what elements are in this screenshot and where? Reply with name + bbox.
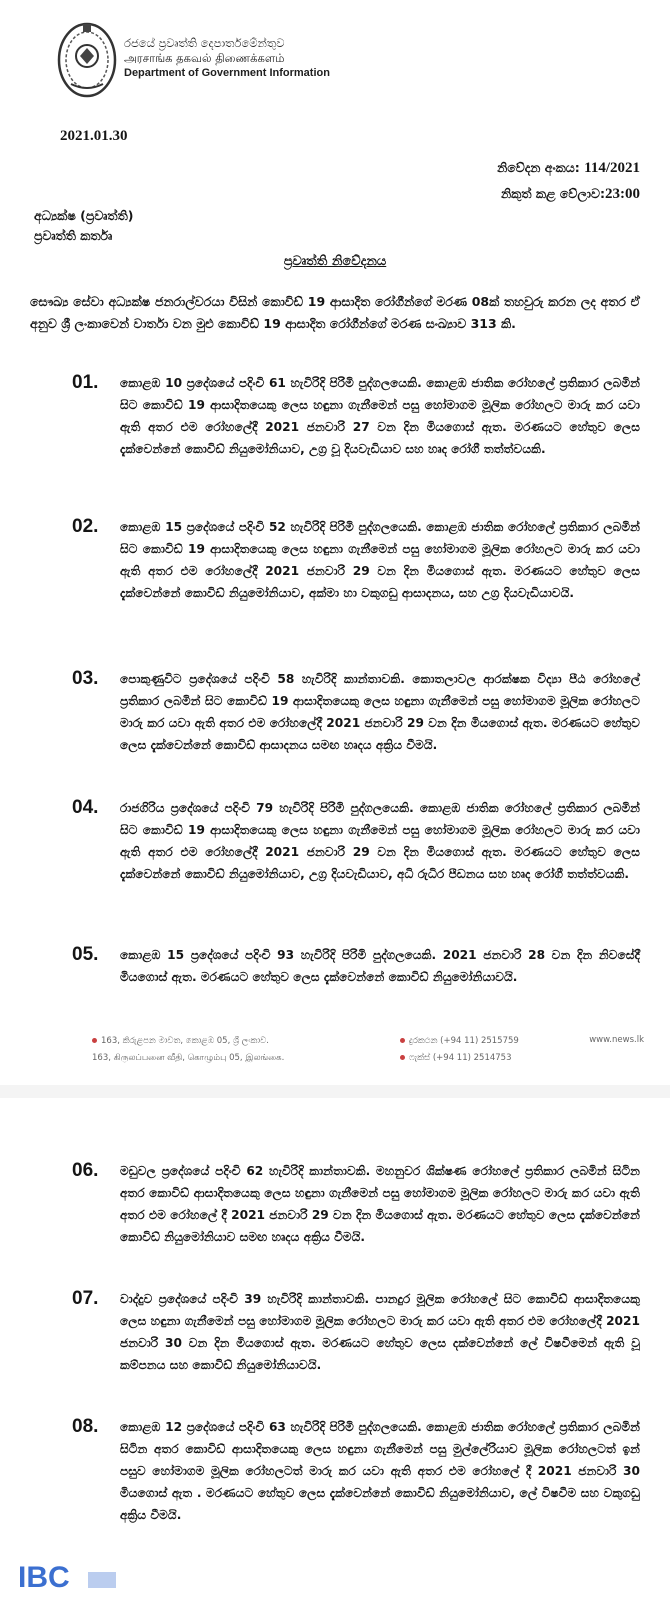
item-text: කොළඹ 15 ප්‍රදේශයේ පදිංචි 52 හැවිරිදි පිරිමි පුද්ගලයෙකි. කොළඹ ජාතික රෝහලේ ප්‍රතිකාර ලබමින් සිට කොවිඩ් 19 ආසාදිතයෙකු ලෙස හඳුනා ගැනීමෙන් පසු හෝමාගම මූලික රෝහලට මාරු කර යවා ඇති අතර එම රෝහලේදී 2021 ජනවාරි 29 වන දින මියගොස් ඇත. මරණයට හේතුව ලෙස දැක්වෙන්නේ කොවිඩ් නියුමෝනියාව, අක්මා හා වකුගඩු ආසාදනය, සහ උග්‍ර දියවැඩියාවයි. bbox=[120, 520, 640, 600]
addressee-line: ප්‍රවෘත්ති කර්තෘ bbox=[34, 228, 113, 243]
dept-name-tamil: அரசாங்க தகவல் திணைக்களம் bbox=[124, 51, 285, 65]
footer-address bbox=[92, 1033, 284, 1067]
list-item bbox=[72, 797, 640, 885]
letterhead bbox=[56, 20, 476, 104]
intro-paragraph: සෞඛ්‍ය සේවා අධ්‍යක්ෂ ජනරාල්වරයා විසින් කොවිඩ් 19 ආසාදිත රෝගීන්ගේ මරණ 08ක් තහවුරු කරන ලද අතර ඒ අනුව ශ්‍රී ලංකාවෙන් වාර්තා වන මුළු කොවිඩ් 19 ආසාදිත රෝගීන්ගේ මරණ සංඛ්‍යාව 313 කි. bbox=[30, 294, 640, 331]
footer-phone: දුරකථන (+94 11) 2515759 bbox=[409, 1036, 519, 1046]
item-text: රාජගිරිය ප්‍රදේශයේ පදිංචි 79 හැවිරිදි පිරිමි පුද්ගලයෙකි. කොළඹ ජාතික රෝහලේ ප්‍රතිකාර ලබමින් සිට කොවිඩ් 19 ආසාදිතයෙකු ලෙස හඳුනා ගැනීමෙන් පසු හෝමාගම මූලික රෝහලට මාරු කර යවා ඇති අතර එම රෝහලේදී 2021 ජනවාරි 29 වන දින මියගොස් ඇත. මරණයට හේතුව ලෙස දැක්වෙන්නේ කොවිඩ් නියුමෝනියාව, උග්‍ර දියවැඩියාව, අධි රුධිර පීඩනය සහ හෘද රෝගී තත්ත්වයකි. bbox=[120, 801, 640, 881]
release-date: 2021.01.30 bbox=[60, 128, 128, 144]
item-text: මඩුවල ප්‍රදේශයේ පදිංචි 62 හැවිරිදි කාන්තාවකි. මහනුවර ශික්ෂණ රෝහලේ ප්‍රතිකාර ලබමින් සිටින අතර කොවිඩ් ආසාදිතයෙකු ලෙස හඳුනා ගැනීමෙන් පසු හෝමාගම මූලික රෝහලට මාරු කර යවා ඇති අතර එම රෝහලේ දී 2021 ජනවාරි 29 වන දින මියගොස් ඇත. මරණයට හේතුව ලෙස දැක්වෙන්නේ කොවිඩ් නියුමෝනියාව සමඟ හෘදය අක්‍රිය වීමයි. bbox=[120, 1164, 640, 1244]
footer-fax: ෆැක්ස් (+94 11) 2514753 bbox=[409, 1053, 512, 1063]
bullet-icon bbox=[400, 1038, 405, 1043]
item-text: කොළඹ 10 ප්‍රදේශයේ පදිංචි 61 හැවිරිදි පිරිමි පුද්ගලයෙකි. කොළඹ ජාතික රෝහලේ ප්‍රතිකාර ලබමින් සිට කොවිඩ් 19 ආසාදිතයෙකු ලෙස හඳුනා ගැනීමෙන් පසු හෝමාගම මූලික රෝහලට මාරු කර යවා ඇති අතර එම රෝහලේදී 2021 ජනවාරි 27 වන දින මියගොස් ඇත. මරණයට හේතුව ලෙස දැක්වෙන්නේ කොවිඩ් නියුමෝනියාව, උග්‍ර වූ දියවැඩියාව සහ හෘද රෝගී තත්ත්වයකි. bbox=[120, 376, 640, 456]
bullet-icon bbox=[400, 1055, 405, 1060]
item-number: 04. bbox=[72, 797, 99, 818]
item-text: කොළඹ 15 ප්‍රදේශයේ පදිංචි 93 හැවිරිදි පිරිමි පුද්ගලයෙකි. 2021 ජනවාරි 28 වන දින නිවසේදී මියගොස් ඇත. මරණයට හේතුව ලෙස දැක්වෙන්නේ කොවිඩ් නියුමෝනියාවයි. bbox=[120, 948, 640, 984]
document-title-wrap bbox=[0, 250, 670, 269]
letterhead-footer bbox=[84, 1033, 644, 1069]
page-two bbox=[0, 1098, 670, 1598]
addressee-line: අධ්‍යක්ෂ (ප්‍රවෘත්ති) bbox=[34, 208, 134, 223]
release-time bbox=[501, 186, 640, 203]
dept-name-sinhala: රජයේ ප්‍රවෘත්ති දෙපාර්තමේන්තුව bbox=[124, 36, 285, 50]
release-time-label: නිකුත් කළ වේලාව: bbox=[501, 186, 605, 201]
bullet-icon bbox=[92, 1038, 97, 1043]
item-number: 05. bbox=[72, 944, 99, 965]
watermark-text: IBC bbox=[18, 1561, 70, 1592]
item-number: 08. bbox=[72, 1416, 99, 1437]
ibc-watermark-logo bbox=[14, 1558, 124, 1592]
list-item bbox=[72, 372, 640, 460]
dept-name-english: Department of Government Information bbox=[124, 67, 330, 79]
list-item bbox=[72, 668, 640, 756]
item-number: 01. bbox=[72, 372, 99, 393]
item-text: පොකුණුවිට ප්‍රදේශයේ පදිංචි 58 හැවිරිදි කාන්තාවකි. කොතලාවල ආරක්ෂක විද්‍යා පීඨ රෝහලේ ප්‍රතිකාර ලබමින් සිට කොවිඩ් 19 ආසාදිතයෙකු ලෙස හඳුනා ගැනීමෙන් පසු හෝමාගම මූලික රෝහලට මාරු කර යවා ඇති අතර එම රෝහලේදී 2021 ජනවාරි 29 වන දින මියගොස් ඇත. මරණයට හේතුව ලෙස දැක්වෙන්නේ කොවිඩ් ආසාදනය සමඟ හෘදය අක්‍රිය වීමයි. bbox=[120, 672, 640, 752]
footer-contact bbox=[400, 1033, 519, 1067]
list-item bbox=[72, 1160, 640, 1248]
footer-address-tamil: 163, கிருலப்பனை வீதி, கொழும்பு 05, இலங்கை. bbox=[92, 1053, 285, 1063]
department-name bbox=[124, 36, 330, 81]
page-gap bbox=[0, 1085, 670, 1098]
release-number-label: නිවේදන අංකය: bbox=[497, 160, 580, 175]
list-item bbox=[72, 944, 640, 988]
item-text: කොළඹ 12 ප්‍රදේශයේ පදිංචි 63 හැවිරිදි පිරිමි පුද්ගලයෙකි. කොළඹ ජාතික රෝහලේ ප්‍රතිකාර ලබමින් සිටින අතර කොවිඩ් ආසාදිතයෙකු ලෙස හඳුනා ගැනීමෙන් පසු මුල්ලේරියාව මූලික රෝහලටත් ඉන් පසුව හෝමාගම මූලික රෝහලටත් මාරු කර යවා ඇති අතර එම රෝහලේ දී 2021 ජනවාරි 30 මියගොස් ඇත . මරණයට හේතුව ලෙස දැක්වෙන්නේ කොවිඩ් නියුමෝනියාව, ලේ විෂවීම සහ වකුගඩු අක්‍රිය වීමයි. bbox=[120, 1420, 640, 1522]
item-number: 03. bbox=[72, 668, 99, 689]
footer-website: www.news.lk bbox=[589, 1035, 644, 1045]
release-number-value: 114/2021 bbox=[584, 160, 640, 176]
release-time-value: 23:00 bbox=[605, 186, 640, 202]
document-title: ප්‍රවෘත්ති නිවේදනය bbox=[283, 254, 387, 269]
item-number: 06. bbox=[72, 1160, 99, 1181]
item-number: 07. bbox=[72, 1288, 99, 1309]
release-number bbox=[497, 160, 640, 177]
sri-lanka-emblem-icon bbox=[56, 20, 118, 100]
footer-address-sinhala: 163, කිරුළපන මාවත, කොළඹ 05, ශ්‍රී ලංකාව. bbox=[101, 1036, 269, 1046]
list-item bbox=[72, 1288, 640, 1376]
item-text: වාද්දුව ප්‍රදේශයේ පදිංචි 39 හැවිරිදි කාන්තාවකි. පානදුර මූලික රෝහලේ සිට කොවිඩ් ආසාදිතයෙකු ලෙස හඳුනා ගැනීමෙන් පසු හෝමාගම මූලික රෝහලට මාරු කර යවා ඇති අතර එම රෝහලේදී 2021 ජනවාරි 30 වන දින මියගොස් ඇත. මරණයට හේතුව ලෙස දක්වෙන්නේ ලේ විෂවීමෙන් ඇති වූ කම්පනය සහ කොවිඩ් නියුමෝනියාවයි. bbox=[120, 1292, 640, 1372]
list-item bbox=[72, 516, 640, 604]
item-number: 02. bbox=[72, 516, 99, 537]
list-item bbox=[72, 1416, 640, 1526]
